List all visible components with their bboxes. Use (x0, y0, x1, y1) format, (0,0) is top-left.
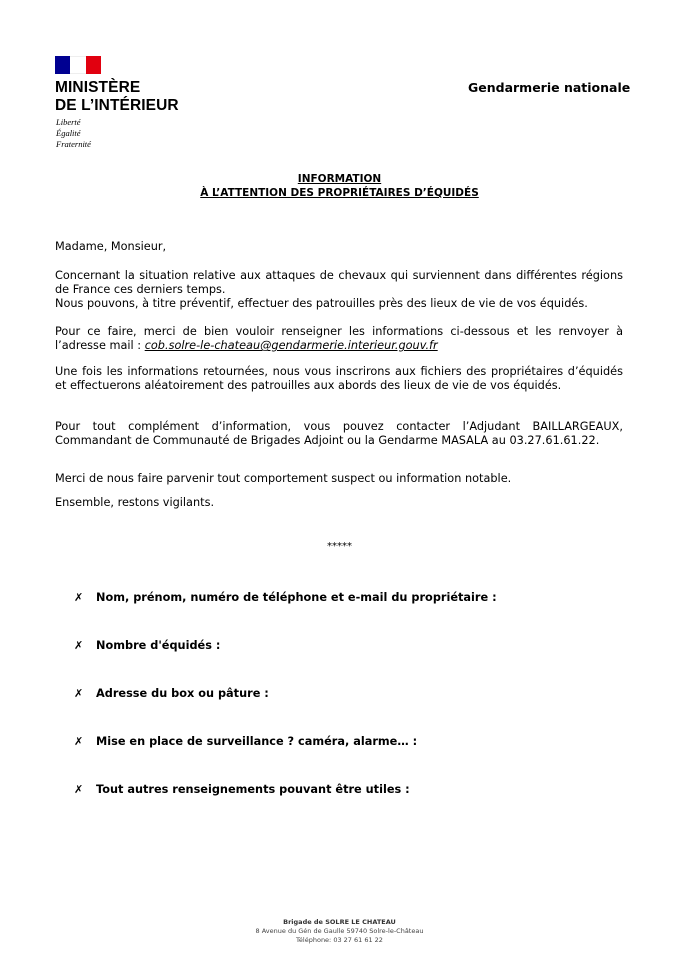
cross-mark-icon: ✗ (74, 735, 84, 748)
form-item-owner (74, 591, 497, 604)
instructions-text: Pour ce faire, merci de bien vouloir renseigner les informations ci-dessous et les renvoyer à l’adresse mail : (55, 325, 623, 353)
cross-mark-icon: ✗ (74, 639, 84, 652)
form-item-other-info-label: Tout autres renseignements pouvant être utiles : (96, 783, 410, 796)
footer-brigade: Brigade de SOLRE LE CHATEAU (283, 918, 396, 926)
form-item-owner-label: Nom, prénom, numéro de téléphone et e-mail du propriétaire : (96, 591, 497, 604)
form-item-surveillance (74, 735, 417, 748)
flag-white-band (70, 56, 86, 74)
cross-mark-icon: ✗ (74, 783, 84, 796)
motto-fraternite: Fraternité (56, 139, 91, 149)
paragraph-report: Merci de nous faire parvenir tout comportement suspect ou information notable. (55, 472, 512, 485)
service-name: Gendarmerie nationale (468, 80, 631, 95)
motto-egalite: Égalité (56, 128, 81, 138)
flag-red-band (86, 56, 101, 74)
form-item-address-label: Adresse du box ou pâture : (96, 687, 269, 700)
french-flag-logo (55, 56, 101, 74)
form-item-equine-count-label: Nombre d'équidés : (96, 639, 221, 652)
flag-blue-band (55, 56, 70, 74)
motto-liberte: Liberté (56, 117, 81, 127)
footer-phone: Téléphone: 03 27 61 61 22 (296, 936, 383, 944)
document-title (0, 172, 679, 200)
paragraph-registration: Une fois les informations retournées, nous vous inscrirons aux fichiers des propriétaires d’équidés et effectuerons aléatoirement des patrouilles aux abords des lieux de vie de vos équidés. (55, 365, 623, 393)
paragraph-context-line-1: Concernant la situation relative aux attaques de chevaux qui surviennent dans différentes régions de France ces derniers temps. (55, 269, 623, 297)
form-item-other-info (74, 783, 410, 796)
salutation: Madame, Monsieur, (55, 240, 167, 253)
form-item-surveillance-label: Mise en place de surveillance ? caméra, alarme… : (96, 735, 418, 748)
cross-mark-icon: ✗ (74, 591, 84, 604)
title-line-1: INFORMATION (297, 173, 382, 185)
paragraph-instructions (55, 325, 623, 353)
form-item-equine-count (74, 639, 220, 652)
footer-address: 8 Avenue du Gén de Gaulle 59740 Solre-le-Château (255, 927, 424, 935)
form-item-address (74, 687, 269, 700)
paragraph-context-line-2: Nous pouvons, à titre préventif, effectuer des patrouilles près des lieux de vie de vos équidés. (55, 297, 588, 311)
paragraph-contact: Pour tout complément d’information, vous pouvez contacter l’Adjudant BAILLARGEAUX, Commandant de Communauté de Brigades Adjoint ou la Gendarme MASALA au 03.27.61.61.22. (55, 420, 623, 448)
title-line-2: À L’ATTENTION DES PROPRIÉTAIRES D’ÉQUIDÉS (200, 187, 479, 199)
closing-line: Ensemble, restons vigilants. (55, 496, 215, 509)
paragraph-context (55, 269, 623, 312)
ministry-name (55, 79, 179, 114)
ministry-line-2: DE L’INTÉRIEUR (55, 96, 179, 114)
ministry-line-1: MINISTÈRE (55, 79, 141, 96)
page-footer (0, 918, 679, 945)
republic-motto (56, 117, 91, 150)
section-separator: ***** (327, 541, 352, 552)
cross-mark-icon: ✗ (74, 687, 84, 700)
contact-email-link[interactable]: cob.solre-le-chateau@gendarmerie.interieur.gouv.fr (144, 339, 438, 353)
